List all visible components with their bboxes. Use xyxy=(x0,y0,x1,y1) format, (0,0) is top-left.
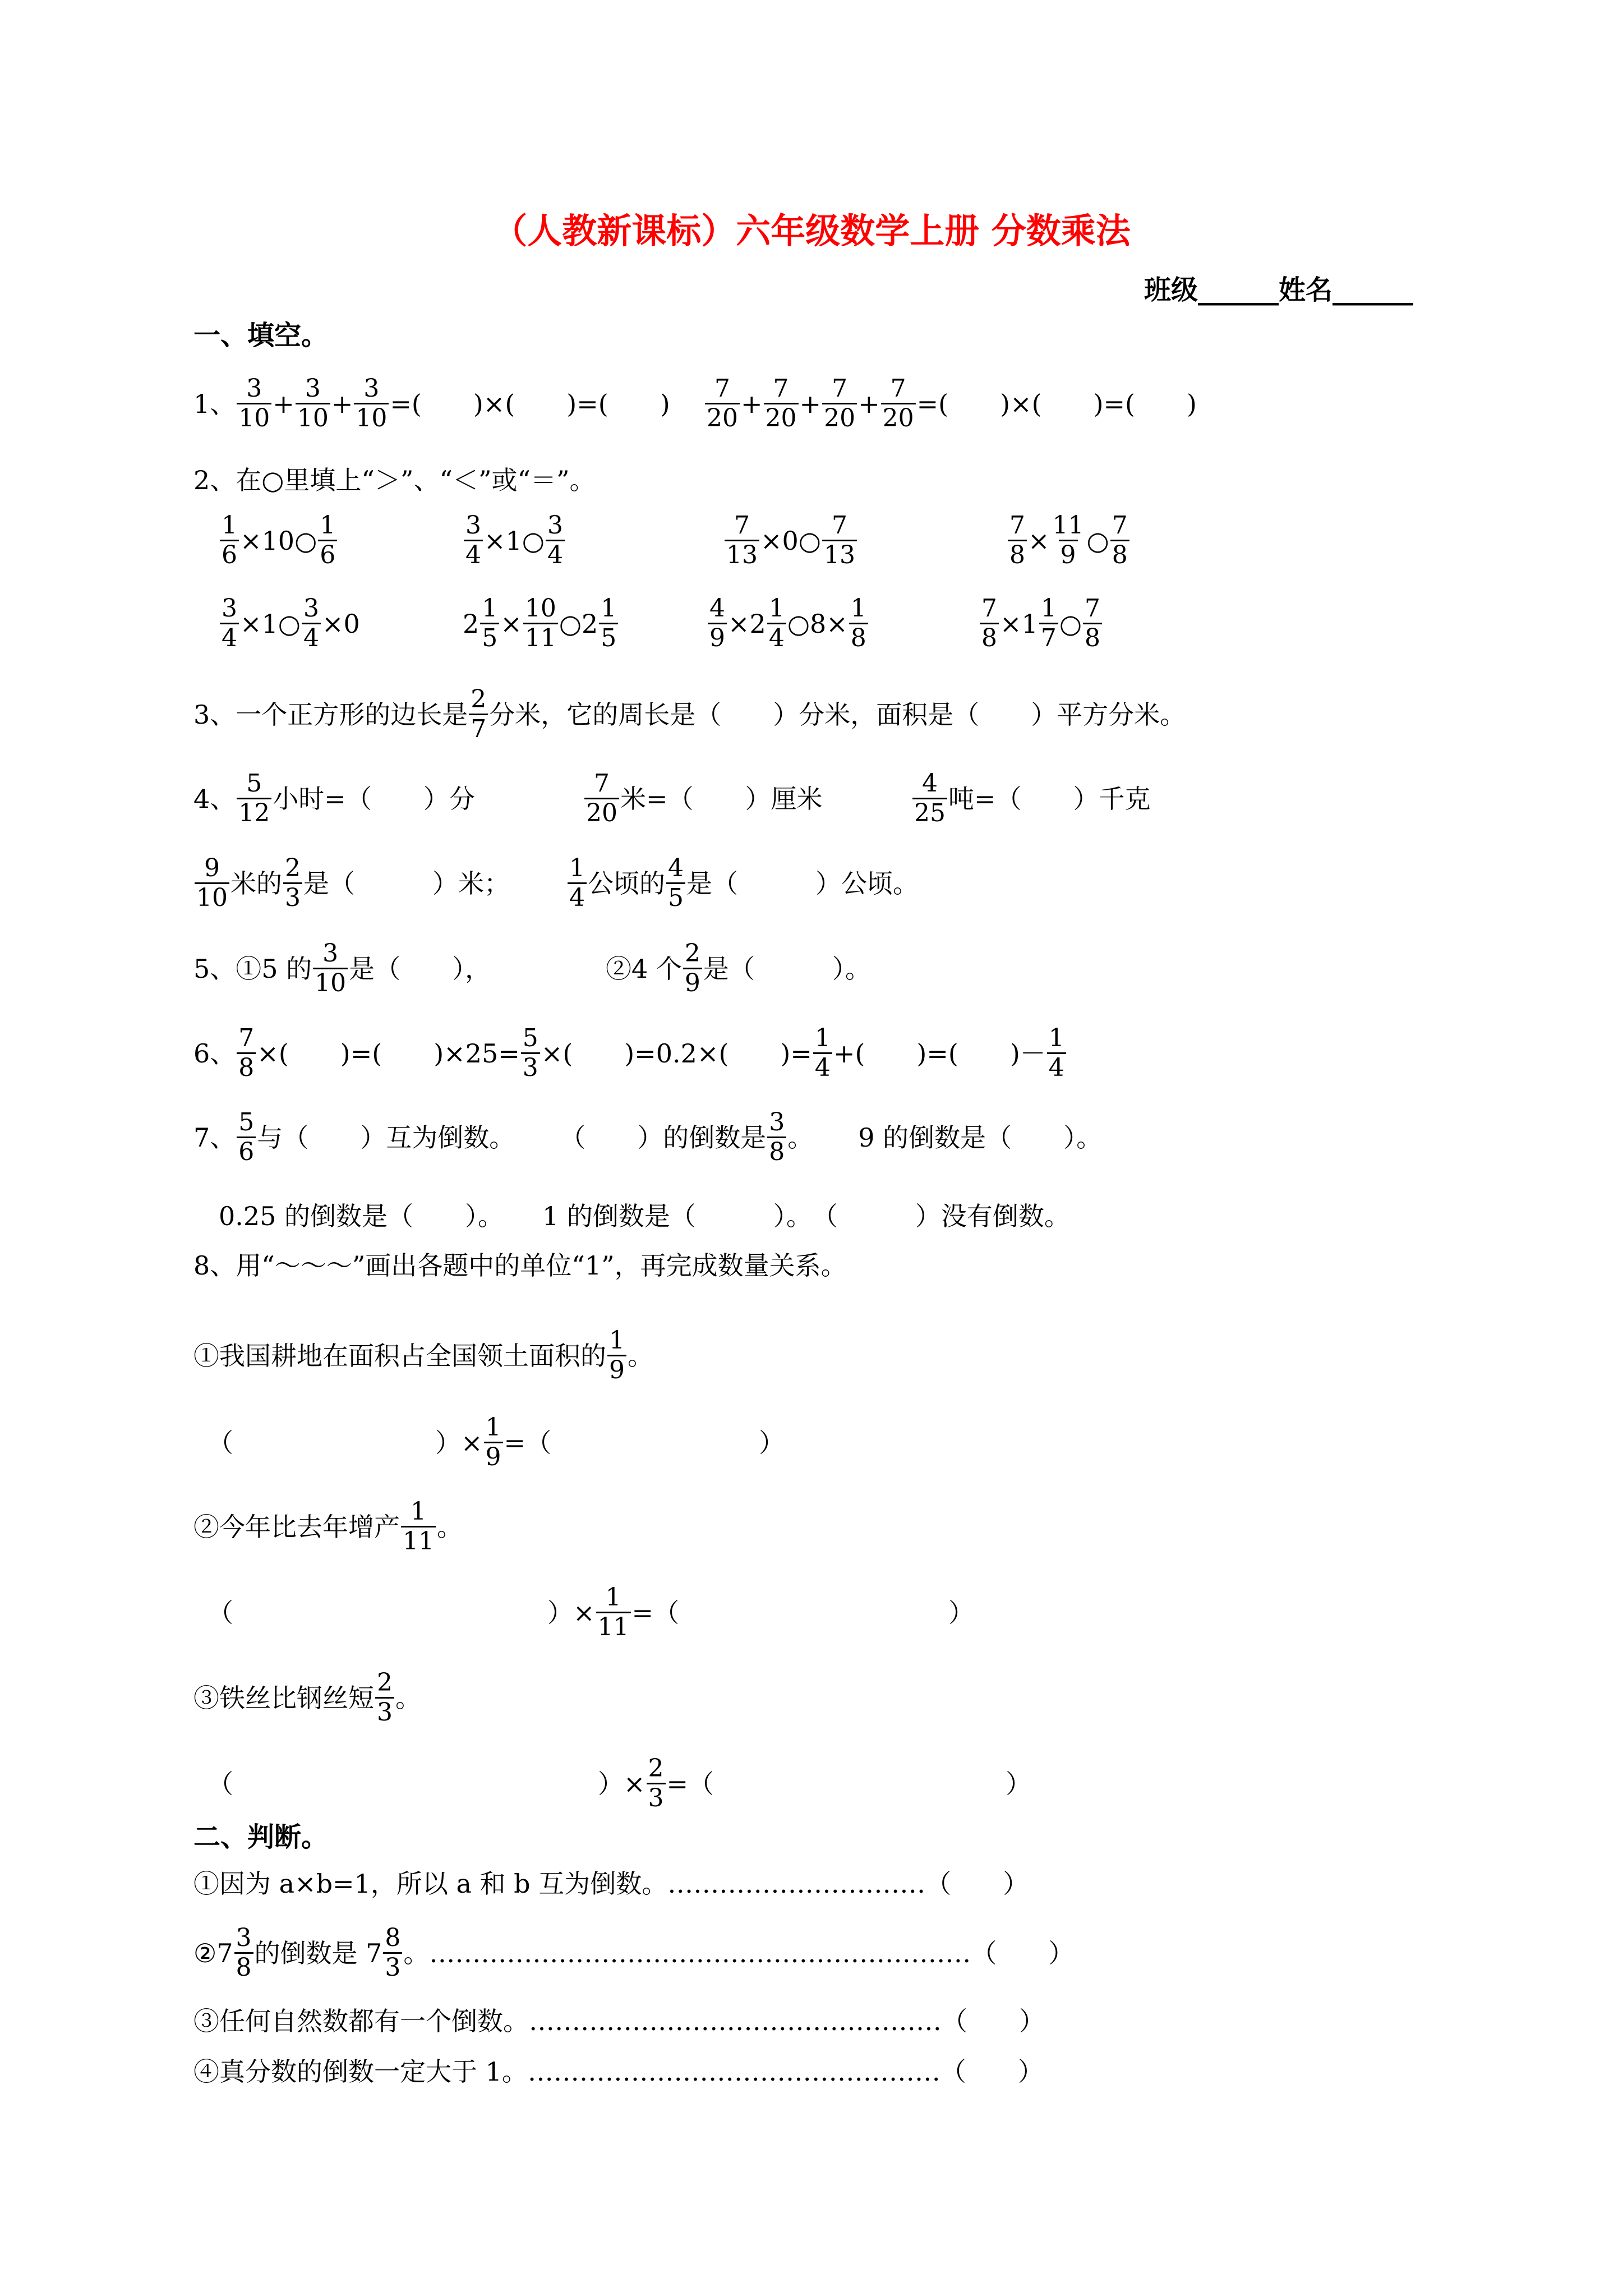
section1-heading: 一、填空。 xyxy=(193,320,329,351)
fraction xyxy=(318,512,337,569)
denominator: 20 xyxy=(584,798,619,827)
denominator: 10 xyxy=(354,403,389,432)
numerator: 1 xyxy=(814,1024,831,1052)
numerator: 2 xyxy=(471,685,487,714)
numerator: 2 xyxy=(377,1668,393,1697)
fraction xyxy=(523,595,558,652)
numerator: 7 xyxy=(1009,511,1025,540)
denominator: 4 xyxy=(813,1052,832,1082)
numerator: 1 xyxy=(485,1413,501,1442)
denominator: 6 xyxy=(220,540,239,569)
fraction xyxy=(234,1924,253,1982)
denominator: 9 xyxy=(607,1355,626,1384)
denominator: 10 xyxy=(195,882,229,912)
denominator: 8 xyxy=(1008,540,1027,569)
numerator: 8 xyxy=(385,1924,401,1952)
fraction xyxy=(607,1327,626,1384)
fraction xyxy=(708,595,727,652)
q2-item-3: $\frac{7}{13}$ ×0○ $\frac{7}{13}$ xyxy=(723,512,858,569)
numerator: 7 xyxy=(773,374,789,403)
fraction xyxy=(568,854,587,912)
denominator: 8 xyxy=(237,1052,256,1082)
q8-prompt: 8、用“～～～”画出各题中的单位“1”，再完成数量关系。 xyxy=(193,1250,847,1281)
numerator: 7 xyxy=(714,374,730,403)
denominator: 5 xyxy=(480,623,499,652)
fraction xyxy=(980,595,999,652)
denominator: 8 xyxy=(849,623,868,652)
denominator: 9 xyxy=(484,1442,503,1471)
numerator: 1 xyxy=(601,594,617,623)
denominator: 6 xyxy=(318,540,337,569)
denominator: 10 xyxy=(237,403,271,432)
fraction xyxy=(584,770,619,827)
numerator: 10 xyxy=(524,594,556,623)
fraction xyxy=(1039,595,1058,652)
fraction xyxy=(764,375,799,432)
denominator: 20 xyxy=(764,403,799,432)
fraction xyxy=(401,1498,436,1556)
denominator: 3 xyxy=(647,1783,666,1812)
q1-row-right: $\frac{7}{20}$ + $\frac{7}{20}$ + $\frac{7}{20}$ + $\frac{7}{20}$ =( )×( )=( ) xyxy=(704,375,1197,432)
denominator: 3 xyxy=(375,1697,394,1727)
q4-row-c: $\frac{4}{25}$ 吨=（ ）千克 xyxy=(911,770,1151,827)
denominator: 5 xyxy=(599,623,618,652)
numerator: 5 xyxy=(522,1024,538,1052)
denominator: 8 xyxy=(1083,623,1102,652)
q1-row-left: 1、 $\frac{3}{10}$ + $\frac{3}{10}$ + $\frac{3}{10}$ =( )×( )=( ) xyxy=(193,374,670,432)
q4-row-a: 4、 $\frac{5}{12}$ 小时=（ ）分 xyxy=(193,769,475,827)
q1-answer-1: =( )×( )=( ) xyxy=(390,388,670,419)
denominator: 20 xyxy=(822,403,857,432)
numerator: 9 xyxy=(204,854,220,882)
denominator: 20 xyxy=(705,403,740,432)
fraction xyxy=(469,685,488,743)
fraction xyxy=(822,375,857,432)
fraction xyxy=(220,595,239,652)
numerator: 1 xyxy=(1040,594,1057,623)
numerator: 2 xyxy=(648,1754,664,1783)
q4-row-d: $\frac{9}{10}$ 米的 $\frac{2}{3}$ 是（ ）米； xyxy=(193,854,510,912)
q3-row: 3、一个正方形的边长是 $\frac{2}{7}$ 分米，它的周长是（ ）分米，面积是（ ）平方分米。 xyxy=(193,685,1186,743)
numerator: 7 xyxy=(1084,594,1100,623)
numerator: 1 xyxy=(1048,1024,1064,1052)
numerator: 7 xyxy=(238,1024,255,1052)
fraction xyxy=(283,854,302,912)
fraction xyxy=(480,595,499,652)
denominator: 8 xyxy=(234,1952,253,1982)
numerator: 1 xyxy=(850,594,866,623)
q2-item-5: $\frac{3}{4}$ ×1○ $\frac{3}{4}$ ×0 xyxy=(219,595,360,652)
numerator: 4 xyxy=(668,854,684,882)
denominator: 3 xyxy=(521,1052,540,1082)
page-title: （人教新课标）六年级数学上册 分数乘法 xyxy=(492,210,1131,251)
fraction xyxy=(881,375,916,432)
denominator: 20 xyxy=(881,403,916,432)
fraction xyxy=(725,512,759,569)
numerator: 3 xyxy=(363,374,380,403)
q8-relation-3: （ ）× $\frac{2}{3}$ =（ ） xyxy=(208,1754,1032,1812)
numerator: 11 xyxy=(1052,511,1084,540)
fraction xyxy=(296,375,330,432)
fraction xyxy=(599,595,618,652)
denominator: 10 xyxy=(313,968,348,997)
fraction xyxy=(596,1584,631,1641)
numerator: 5 xyxy=(238,1108,255,1137)
numerator: 3 xyxy=(305,374,321,403)
numerator: 3 xyxy=(769,1108,785,1137)
fraction xyxy=(195,854,229,912)
numerator: 1 xyxy=(768,594,785,623)
fraction xyxy=(683,940,702,997)
fraction xyxy=(912,770,947,827)
denominator: 9 xyxy=(683,968,702,997)
q4-row-b: $\frac{7}{20}$ 米=（ ）厘米 xyxy=(583,770,823,827)
fraction xyxy=(464,512,483,569)
q2-item-8: $\frac{7}{8}$ ×1 $\frac{1}{7}$ ○ $\frac{7}{8}$ xyxy=(979,595,1103,652)
denominator: 9 xyxy=(1059,540,1078,569)
denominator: 10 xyxy=(296,403,330,432)
q2-prompt: 2、在○里填上“＞”、“＜”或“＝”。 xyxy=(193,465,596,495)
fraction xyxy=(313,940,348,997)
numerator: 3 xyxy=(547,511,563,540)
numerator: 7 xyxy=(831,511,847,540)
denominator: 4 xyxy=(302,623,321,652)
denominator: 8 xyxy=(980,623,999,652)
numerator: 2 xyxy=(684,939,700,968)
q7-row: 7、 $\frac{5}{6}$ 与（ ）互为倒数。 （ ）的倒数是 $\frac{3}{8}$ 。 9 的倒数是（ ）。 xyxy=(193,1108,1103,1166)
q4-row-e: $\frac{1}{4}$ 公顷的 $\frac{4}{5}$ 是（ ）公顷。 xyxy=(566,854,919,912)
denominator: 8 xyxy=(767,1137,786,1166)
q2-item-6: 2 $\frac{1}{5}$ × $\frac{10}{11}$ ○2 $\frac{1}{5}$ xyxy=(463,595,619,652)
fraction xyxy=(484,1414,503,1471)
fraction xyxy=(237,375,271,432)
fraction xyxy=(1047,1024,1066,1082)
fraction xyxy=(822,512,857,569)
fraction xyxy=(237,1024,256,1082)
q8-relation-1: （ ）× $\frac{1}{9}$ =（ ） xyxy=(208,1413,785,1471)
numerator: 7 xyxy=(734,511,750,540)
denominator: 4 xyxy=(546,540,565,569)
numerator: 1 xyxy=(609,1326,625,1355)
numerator: 3 xyxy=(322,939,339,968)
numerator: 1 xyxy=(320,511,336,540)
fraction xyxy=(813,1024,832,1082)
fraction xyxy=(1051,512,1086,569)
fraction xyxy=(237,770,271,827)
q5-row-a: 5、①5 的 $\frac{3}{10}$ 是（ ）， xyxy=(193,939,491,997)
denominator: 11 xyxy=(596,1612,631,1641)
denominator: 3 xyxy=(283,882,302,912)
denominator: 4 xyxy=(767,623,786,652)
numerator: 3 xyxy=(246,374,262,403)
numerator: 5 xyxy=(246,769,262,798)
numerator: 4 xyxy=(709,594,725,623)
fraction xyxy=(767,1108,786,1166)
denominator: 11 xyxy=(523,623,558,652)
q8-sentence-2: ②今年比去年增产 $\frac{1}{11}$ 。 xyxy=(193,1497,463,1556)
fraction xyxy=(375,1669,394,1727)
judge-item-4: ④真分数的倒数一定大于 1。…………………………………………（ ） xyxy=(193,2056,1044,2087)
fraction xyxy=(767,595,786,652)
denominator: 7 xyxy=(1039,623,1058,652)
numerator: 7 xyxy=(981,594,997,623)
denominator: 9 xyxy=(708,623,727,652)
denominator: 4 xyxy=(1047,1052,1066,1082)
denominator: 12 xyxy=(237,798,271,827)
numerator: 3 xyxy=(222,594,237,623)
denominator: 5 xyxy=(666,882,685,912)
q7-line2: 0.25 的倒数是（ ）。 1 的倒数是（ ）。 （ ）没有倒数。 xyxy=(219,1201,1070,1231)
denominator: 4 xyxy=(568,882,587,912)
numerator: 7 xyxy=(594,769,610,798)
numerator: 3 xyxy=(303,594,319,623)
fraction xyxy=(1083,595,1102,652)
judge-item-2: ②7 $\frac{3}{8}$ 的倒数是 7 $\frac{8}{3}$ 。………………………………………………………（ ） xyxy=(193,1924,1075,1982)
denominator: 13 xyxy=(822,540,857,569)
fraction xyxy=(1008,512,1027,569)
fraction xyxy=(220,512,239,569)
fraction xyxy=(383,1924,402,1982)
numerator: 7 xyxy=(890,374,906,403)
numerator: 3 xyxy=(236,1924,252,1952)
denominator: 4 xyxy=(220,623,239,652)
q8-relation-2: （ ）× $\frac{1}{11}$ =（ ） xyxy=(208,1583,975,1641)
q2-item-2: $\frac{3}{4}$ ×1○ $\frac{3}{4}$ xyxy=(463,512,566,569)
q8-sentence-1: ①我国耕地在面积占全国领土面积的 $\frac{1}{9}$ 。 xyxy=(193,1326,653,1384)
numerator: 1 xyxy=(411,1497,426,1526)
judge-item-1: ①因为 a×b=1，所以 a 和 b 互为倒数。…………………………（ ） xyxy=(193,1869,1029,1899)
fraction xyxy=(647,1755,666,1812)
numerator: 2 xyxy=(285,854,301,882)
numerator: 4 xyxy=(922,769,938,798)
fraction xyxy=(1110,512,1129,569)
denominator: 6 xyxy=(237,1137,256,1166)
fraction xyxy=(849,595,868,652)
numerator: 1 xyxy=(569,854,585,882)
q6-row: 6、 $\frac{7}{8}$ ×( )=( )×25= $\frac{5}{3}$ ×( )=0.2×( )= $\frac{1}{4}$ +( )=( )－ $\frac{1}{4}$ xyxy=(193,1024,1067,1082)
fraction xyxy=(666,854,685,912)
class-name-field: 班级______姓名______ xyxy=(1144,274,1414,306)
denominator: 7 xyxy=(469,714,488,743)
q2-item-1: $\frac{1}{6}$ ×10○ $\frac{1}{6}$ xyxy=(219,512,338,569)
numerator: 1 xyxy=(482,594,498,623)
q5-row-b: ②4 个 $\frac{2}{9}$ 是（ ）。 xyxy=(606,939,871,997)
numerator: 3 xyxy=(465,511,481,540)
denominator: 8 xyxy=(1110,540,1129,569)
q1-answer-2: =( )×( )=( ) xyxy=(916,388,1197,419)
numerator: 1 xyxy=(605,1583,621,1612)
numerator: 7 xyxy=(1112,511,1128,540)
fraction xyxy=(521,1024,540,1082)
fraction xyxy=(237,1108,256,1166)
denominator: 4 xyxy=(464,540,483,569)
fraction xyxy=(546,512,565,569)
section2-heading: 二、判断。 xyxy=(193,1821,329,1853)
fraction xyxy=(302,595,321,652)
denominator: 13 xyxy=(725,540,759,569)
denominator: 11 xyxy=(401,1526,436,1556)
q8-sentence-3: ③铁丝比钢丝短 $\frac{2}{3}$ 。 xyxy=(193,1668,421,1727)
q2-item-4: $\frac{7}{8}$ × $\frac{11}{9}$ ○ $\frac{7}{8}$ xyxy=(1007,512,1131,569)
fraction xyxy=(354,375,389,432)
denominator: 25 xyxy=(912,798,947,827)
fraction xyxy=(705,375,740,432)
denominator: 3 xyxy=(383,1952,402,1982)
judge-item-3: ③任何自然数都有一个倒数。…………………………………………（ ） xyxy=(193,2006,1045,2036)
q2-item-7: $\frac{4}{9}$ ×2 $\frac{1}{4}$ ○8× $\frac{1}{8}$ xyxy=(707,595,869,652)
numerator: 1 xyxy=(222,511,237,540)
numerator: 7 xyxy=(832,374,848,403)
